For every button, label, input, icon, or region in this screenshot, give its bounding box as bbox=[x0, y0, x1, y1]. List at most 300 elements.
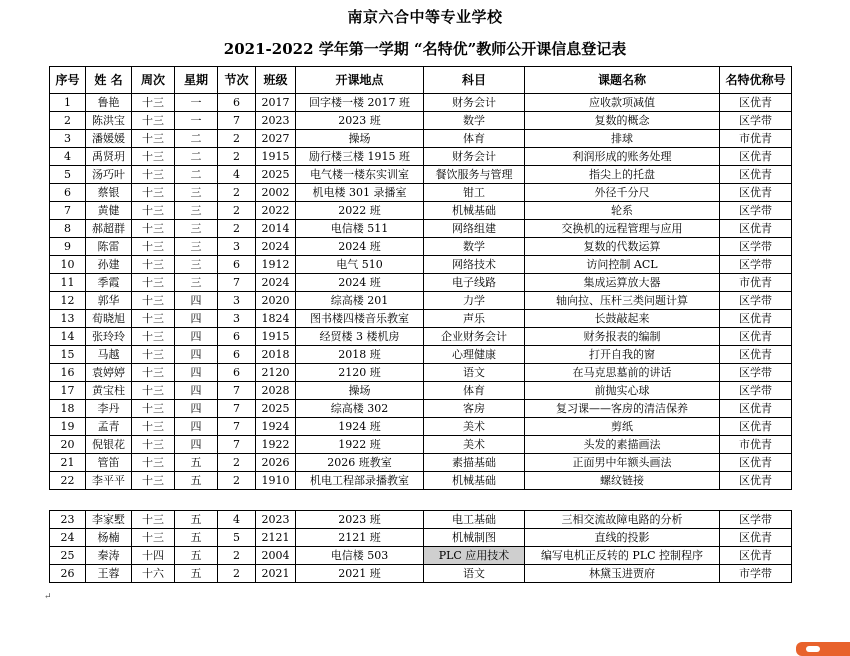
page-title: 南京六合中等专业学校 bbox=[347, 8, 503, 26]
cell-weekday: 四 bbox=[175, 436, 218, 454]
cell-period: 7 bbox=[218, 436, 256, 454]
cell-week: 十三 bbox=[132, 511, 175, 529]
cell-title: 区学带 bbox=[720, 256, 792, 274]
cell-name: 张玲玲 bbox=[86, 328, 132, 346]
cell-title: 区优青 bbox=[720, 346, 792, 364]
table-row bbox=[50, 166, 792, 184]
cell-title: 市优青 bbox=[720, 274, 792, 292]
cell-topic: 访问控制 ACL bbox=[525, 256, 720, 274]
cell-class: 1912 bbox=[256, 256, 296, 274]
cell-title: 区学带 bbox=[720, 511, 792, 529]
cell-title: 区优青 bbox=[720, 166, 792, 184]
header-subject: 科目 bbox=[424, 67, 525, 94]
cell-week: 十三 bbox=[132, 202, 175, 220]
cell-seq: 17 bbox=[50, 382, 86, 400]
cell-title: 区优青 bbox=[720, 418, 792, 436]
cell-subject: 网络技术 bbox=[424, 256, 525, 274]
cell-week: 十三 bbox=[132, 436, 175, 454]
cell-class: 2018 bbox=[256, 346, 296, 364]
cell-class: 2121 bbox=[256, 529, 296, 547]
table-header-row bbox=[50, 67, 792, 94]
cell-name: 孙建 bbox=[86, 256, 132, 274]
cell-class: 1915 bbox=[256, 328, 296, 346]
table-row bbox=[50, 346, 792, 364]
cell-seq: 14 bbox=[50, 328, 86, 346]
table-row bbox=[50, 328, 792, 346]
table-row bbox=[50, 292, 792, 310]
cell-seq: 2 bbox=[50, 112, 86, 130]
cell-subject: 电子线路 bbox=[424, 274, 525, 292]
cell-location: 综高楼 302 bbox=[296, 400, 424, 418]
header-name: 姓 名 bbox=[86, 67, 132, 94]
cell-class: 2025 bbox=[256, 400, 296, 418]
cell-period: 3 bbox=[218, 292, 256, 310]
cell-subject: 财务会计 bbox=[424, 148, 525, 166]
cell-title: 区优青 bbox=[720, 94, 792, 112]
cell-period: 2 bbox=[218, 220, 256, 238]
cell-week: 十三 bbox=[132, 166, 175, 184]
cell-weekday: 五 bbox=[175, 454, 218, 472]
cell-period: 4 bbox=[218, 166, 256, 184]
cell-subject: 客房 bbox=[424, 400, 525, 418]
cell-subject: 财务会计 bbox=[424, 94, 525, 112]
cell-location: 操场 bbox=[296, 382, 424, 400]
cell-seq: 3 bbox=[50, 130, 86, 148]
cell-period: 7 bbox=[218, 400, 256, 418]
cell-location: 操场 bbox=[296, 130, 424, 148]
header-title: 名特优称号 bbox=[720, 67, 792, 94]
cell-weekday: 四 bbox=[175, 310, 218, 328]
cell-location: 2022 班 bbox=[296, 202, 424, 220]
cell-seq: 22 bbox=[50, 472, 86, 490]
cell-weekday: 四 bbox=[175, 328, 218, 346]
cell-weekday: 四 bbox=[175, 400, 218, 418]
cell-period: 7 bbox=[218, 112, 256, 130]
header-class: 班级 bbox=[256, 67, 296, 94]
cell-title: 区优青 bbox=[720, 328, 792, 346]
cell-weekday: 三 bbox=[175, 274, 218, 292]
cell-name: 荀晓旭 bbox=[86, 310, 132, 328]
cell-subject: 声乐 bbox=[424, 310, 525, 328]
cell-topic: 指尖上的托盘 bbox=[525, 166, 720, 184]
table-row bbox=[50, 454, 792, 472]
cell-week: 十三 bbox=[132, 310, 175, 328]
cell-seq: 20 bbox=[50, 436, 86, 454]
table-row bbox=[50, 94, 792, 112]
cell-name: 郭华 bbox=[86, 292, 132, 310]
cell-seq: 6 bbox=[50, 184, 86, 202]
cell-class: 2014 bbox=[256, 220, 296, 238]
table-row bbox=[50, 148, 792, 166]
cell-name: 陈洪宝 bbox=[86, 112, 132, 130]
cell-seq: 10 bbox=[50, 256, 86, 274]
cell-topic: 编写电机正反转的 PLC 控制程序 bbox=[525, 547, 720, 565]
cell-weekday: 四 bbox=[175, 364, 218, 382]
table-row bbox=[50, 310, 792, 328]
table-row bbox=[50, 418, 792, 436]
cell-week: 十三 bbox=[132, 418, 175, 436]
cell-title: 区学带 bbox=[720, 202, 792, 220]
cell-topic: 螺纹链接 bbox=[525, 472, 720, 490]
cell-week: 十三 bbox=[132, 400, 175, 418]
cell-title: 区优青 bbox=[720, 547, 792, 565]
header-seq: 序号 bbox=[50, 67, 86, 94]
cell-topic: 在马克思墓前的讲话 bbox=[525, 364, 720, 382]
cell-name: 蔡银 bbox=[86, 184, 132, 202]
cell-class: 2024 bbox=[256, 274, 296, 292]
cell-class: 1910 bbox=[256, 472, 296, 490]
cell-class: 2023 bbox=[256, 112, 296, 130]
table-row bbox=[50, 274, 792, 292]
cell-seq: 25 bbox=[50, 547, 86, 565]
cell-week: 十三 bbox=[132, 472, 175, 490]
cell-week: 十三 bbox=[132, 256, 175, 274]
cell-weekday: 三 bbox=[175, 184, 218, 202]
cell-seq: 4 bbox=[50, 148, 86, 166]
cell-topic: 集成运算放大器 bbox=[525, 274, 720, 292]
cell-name: 秦涛 bbox=[86, 547, 132, 565]
cell-location: 2023 班 bbox=[296, 511, 424, 529]
cell-title: 区学带 bbox=[720, 292, 792, 310]
cell-topic: 头发的素描画法 bbox=[525, 436, 720, 454]
cell-topic: 交换机的远程管理与应用 bbox=[525, 220, 720, 238]
cell-seq: 24 bbox=[50, 529, 86, 547]
cell-period: 2 bbox=[218, 130, 256, 148]
table-row bbox=[50, 529, 792, 547]
wps-logo-icon bbox=[776, 636, 850, 656]
cell-seq: 1 bbox=[50, 94, 86, 112]
cell-location: 2026 班教室 bbox=[296, 454, 424, 472]
cell-class: 1922 bbox=[256, 436, 296, 454]
cell-weekday: 四 bbox=[175, 382, 218, 400]
cell-weekday: 五 bbox=[175, 565, 218, 583]
cell-topic: 财务报表的编制 bbox=[525, 328, 720, 346]
cell-topic: 直线的投影 bbox=[525, 529, 720, 547]
cell-seq: 19 bbox=[50, 418, 86, 436]
table-row bbox=[50, 130, 792, 148]
cell-topic: 剪纸 bbox=[525, 418, 720, 436]
table-row bbox=[50, 202, 792, 220]
cell-class: 2024 bbox=[256, 238, 296, 256]
cell-name: 李家墅 bbox=[86, 511, 132, 529]
table-row bbox=[50, 364, 792, 382]
cell-week: 十三 bbox=[132, 130, 175, 148]
cell-period: 6 bbox=[218, 256, 256, 274]
cell-name: 郝超群 bbox=[86, 220, 132, 238]
cell-period: 6 bbox=[218, 346, 256, 364]
header-weekday: 星期 bbox=[175, 67, 218, 94]
cell-week: 十三 bbox=[132, 274, 175, 292]
cell-location: 回字楼一楼 2017 班 bbox=[296, 94, 424, 112]
table-row bbox=[50, 547, 792, 565]
cell-title: 市优青 bbox=[720, 436, 792, 454]
cell-week: 十三 bbox=[132, 112, 175, 130]
cell-seq: 9 bbox=[50, 238, 86, 256]
header-topic: 课题名称 bbox=[525, 67, 720, 94]
cell-location: 电气 510 bbox=[296, 256, 424, 274]
header-period: 节次 bbox=[218, 67, 256, 94]
cell-subject: 体育 bbox=[424, 382, 525, 400]
cell-subject: 体育 bbox=[424, 130, 525, 148]
cell-seq: 18 bbox=[50, 400, 86, 418]
cell-name: 潘媛媛 bbox=[86, 130, 132, 148]
cell-name: 王蓉 bbox=[86, 565, 132, 583]
cell-location: 经贸楼 3 楼机房 bbox=[296, 328, 424, 346]
cell-subject: 数学 bbox=[424, 112, 525, 130]
cell-location: 2024 班 bbox=[296, 274, 424, 292]
cell-name: 黄宝柱 bbox=[86, 382, 132, 400]
cell-location: 机电楼 301 录播室 bbox=[296, 184, 424, 202]
cell-period: 3 bbox=[218, 310, 256, 328]
cell-class: 2028 bbox=[256, 382, 296, 400]
table-row bbox=[50, 184, 792, 202]
cell-weekday: 二 bbox=[175, 130, 218, 148]
cell-weekday: 五 bbox=[175, 529, 218, 547]
cell-class: 2002 bbox=[256, 184, 296, 202]
cell-class: 1924 bbox=[256, 418, 296, 436]
cell-period: 6 bbox=[218, 94, 256, 112]
cell-title: 区学带 bbox=[720, 364, 792, 382]
cell-period: 7 bbox=[218, 274, 256, 292]
cell-seq: 11 bbox=[50, 274, 86, 292]
cell-title: 区优青 bbox=[720, 184, 792, 202]
cell-period: 6 bbox=[218, 328, 256, 346]
cell-title: 区优青 bbox=[720, 220, 792, 238]
cell-weekday: 一 bbox=[175, 94, 218, 112]
cell-topic: 林黛玉进贾府 bbox=[525, 565, 720, 583]
cell-title: 区学带 bbox=[720, 382, 792, 400]
cell-weekday: 二 bbox=[175, 166, 218, 184]
table-row bbox=[50, 220, 792, 238]
cell-period: 3 bbox=[218, 238, 256, 256]
cell-topic: 长鼓敲起来 bbox=[525, 310, 720, 328]
cell-class: 2026 bbox=[256, 454, 296, 472]
cell-weekday: 三 bbox=[175, 256, 218, 274]
cell-weekday: 三 bbox=[175, 238, 218, 256]
table-row bbox=[50, 238, 792, 256]
cell-topic: 轮系 bbox=[525, 202, 720, 220]
cell-title: 市学带 bbox=[720, 565, 792, 583]
cell-location: 2121 班 bbox=[296, 529, 424, 547]
cell-subject: 机械制图 bbox=[424, 529, 525, 547]
cell-period: 2 bbox=[218, 547, 256, 565]
cell-seq: 5 bbox=[50, 166, 86, 184]
cell-seq: 7 bbox=[50, 202, 86, 220]
cell-week: 十三 bbox=[132, 292, 175, 310]
cell-location: 2021 班 bbox=[296, 565, 424, 583]
cell-title: 区优青 bbox=[720, 400, 792, 418]
cell-name: 汤巧叶 bbox=[86, 166, 132, 184]
cell-location: 1922 班 bbox=[296, 436, 424, 454]
cell-location: 机电工程部录播教室 bbox=[296, 472, 424, 490]
cell-location: 电信楼 503 bbox=[296, 547, 424, 565]
cell-name: 禹贤玥 bbox=[86, 148, 132, 166]
cell-week: 十四 bbox=[132, 547, 175, 565]
cell-period: 4 bbox=[218, 511, 256, 529]
cell-week: 十三 bbox=[132, 328, 175, 346]
cell-seq: 23 bbox=[50, 511, 86, 529]
cell-subject: 素描基础 bbox=[424, 454, 525, 472]
cell-period: 7 bbox=[218, 418, 256, 436]
cell-title: 区学带 bbox=[720, 238, 792, 256]
header-week: 周次 bbox=[132, 67, 175, 94]
cell-name: 管笛 bbox=[86, 454, 132, 472]
cell-subject: 机械基础 bbox=[424, 202, 525, 220]
cell-topic: 打开自我的窗 bbox=[525, 346, 720, 364]
cell-seq: 15 bbox=[50, 346, 86, 364]
cell-class: 2021 bbox=[256, 565, 296, 583]
cell-title: 区优青 bbox=[720, 310, 792, 328]
cell-subject: 语文 bbox=[424, 364, 525, 382]
cell-name: 黄健 bbox=[86, 202, 132, 220]
cell-week: 十三 bbox=[132, 148, 175, 166]
cell-subject: 力学 bbox=[424, 292, 525, 310]
cell-class: 2022 bbox=[256, 202, 296, 220]
cell-seq: 16 bbox=[50, 364, 86, 382]
table-row bbox=[50, 256, 792, 274]
cell-period: 2 bbox=[218, 565, 256, 583]
cell-title: 市优青 bbox=[720, 130, 792, 148]
cell-week: 十三 bbox=[132, 238, 175, 256]
cell-period: 2 bbox=[218, 184, 256, 202]
cell-weekday: 五 bbox=[175, 472, 218, 490]
cell-subject: 餐饮服务与管理 bbox=[424, 166, 525, 184]
cell-period: 2 bbox=[218, 202, 256, 220]
cell-topic: 复数的代数运算 bbox=[525, 238, 720, 256]
cell-week: 十三 bbox=[132, 184, 175, 202]
cell-period: 5 bbox=[218, 529, 256, 547]
cell-weekday: 三 bbox=[175, 220, 218, 238]
cell-period: 2 bbox=[218, 454, 256, 472]
cell-name: 李平平 bbox=[86, 472, 132, 490]
cell-title: 区优青 bbox=[720, 454, 792, 472]
cell-week: 十三 bbox=[132, 454, 175, 472]
cell-location: 电气楼一楼东实训室 bbox=[296, 166, 424, 184]
table-row bbox=[50, 472, 792, 490]
cell-topic: 前抛实心球 bbox=[525, 382, 720, 400]
cell-topic: 应收款项减值 bbox=[525, 94, 720, 112]
cell-name: 季霞 bbox=[86, 274, 132, 292]
cell-topic: 轴向拉、压杆三类问题计算 bbox=[525, 292, 720, 310]
cell-class: 2025 bbox=[256, 166, 296, 184]
registration-table-continued bbox=[49, 510, 792, 583]
cell-subject: 机械基础 bbox=[424, 472, 525, 490]
cell-subject: 美术 bbox=[424, 418, 525, 436]
cell-week: 十六 bbox=[132, 565, 175, 583]
cell-name: 袁婷婷 bbox=[86, 364, 132, 382]
cell-subject: 钳工 bbox=[424, 184, 525, 202]
cell-class: 2004 bbox=[256, 547, 296, 565]
cell-location: 图书楼四楼音乐教室 bbox=[296, 310, 424, 328]
cell-location: 2023 班 bbox=[296, 112, 424, 130]
cell-name: 倪银花 bbox=[86, 436, 132, 454]
cell-seq: 13 bbox=[50, 310, 86, 328]
cell-class: 2027 bbox=[256, 130, 296, 148]
cell-week: 十三 bbox=[132, 364, 175, 382]
cell-location: 2120 班 bbox=[296, 364, 424, 382]
cell-title: 区优青 bbox=[720, 472, 792, 490]
cell-class: 1824 bbox=[256, 310, 296, 328]
cell-week: 十三 bbox=[132, 94, 175, 112]
cell-period: 2 bbox=[218, 472, 256, 490]
cell-title: 区学带 bbox=[720, 112, 792, 130]
cell-subject: 美术 bbox=[424, 436, 525, 454]
cell-weekday: 二 bbox=[175, 148, 218, 166]
cell-week: 十三 bbox=[132, 529, 175, 547]
cell-period: 2 bbox=[218, 148, 256, 166]
cell-week: 十三 bbox=[132, 220, 175, 238]
table-row bbox=[50, 382, 792, 400]
cell-class: 2017 bbox=[256, 94, 296, 112]
cell-name: 李丹 bbox=[86, 400, 132, 418]
cell-class: 2020 bbox=[256, 292, 296, 310]
cell-name: 孟青 bbox=[86, 418, 132, 436]
cell-seq: 26 bbox=[50, 565, 86, 583]
cell-location: 励行楼三楼 1915 班 bbox=[296, 148, 424, 166]
cell-topic: 外径千分尺 bbox=[525, 184, 720, 202]
cell-title: 区优青 bbox=[720, 148, 792, 166]
table-row bbox=[50, 436, 792, 454]
cell-class: 1915 bbox=[256, 148, 296, 166]
cell-name: 陈雷 bbox=[86, 238, 132, 256]
cell-location: 综高楼 201 bbox=[296, 292, 424, 310]
cell-seq: 21 bbox=[50, 454, 86, 472]
cell-weekday: 四 bbox=[175, 292, 218, 310]
cell-weekday: 四 bbox=[175, 418, 218, 436]
cell-weekday: 三 bbox=[175, 202, 218, 220]
cell-period: 7 bbox=[218, 382, 256, 400]
cell-topic: 三相交流故障电路的分析 bbox=[525, 511, 720, 529]
cell-subject: 数学 bbox=[424, 238, 525, 256]
cell-subject: 电工基础 bbox=[424, 511, 525, 529]
cell-seq: 8 bbox=[50, 220, 86, 238]
cell-topic: 正面男中年额头画法 bbox=[525, 454, 720, 472]
cell-week: 十三 bbox=[132, 346, 175, 364]
header-location: 开课地点 bbox=[296, 67, 424, 94]
cell-subject: PLC 应用技术 bbox=[424, 547, 525, 565]
cell-class: 2120 bbox=[256, 364, 296, 382]
cell-class: 2023 bbox=[256, 511, 296, 529]
cell-weekday: 一 bbox=[175, 112, 218, 130]
cell-location: 电信楼 511 bbox=[296, 220, 424, 238]
cell-topic: 利润形成的账务处理 bbox=[525, 148, 720, 166]
table-row bbox=[50, 112, 792, 130]
cell-title: 区优青 bbox=[720, 529, 792, 547]
paragraph-mark: ↵ bbox=[44, 592, 52, 602]
cell-weekday: 五 bbox=[175, 511, 218, 529]
table-row bbox=[50, 511, 792, 529]
cell-name: 杨楠 bbox=[86, 529, 132, 547]
page-subtitle: 2021-2022 学年第一学期 “名特优”教师公开课信息登记表 bbox=[223, 40, 627, 58]
cell-weekday: 五 bbox=[175, 547, 218, 565]
cell-weekday: 四 bbox=[175, 346, 218, 364]
table-row bbox=[50, 400, 792, 418]
table-row bbox=[50, 565, 792, 583]
cell-subject: 网络组建 bbox=[424, 220, 525, 238]
cell-seq: 12 bbox=[50, 292, 86, 310]
cell-name: 鲁艳 bbox=[86, 94, 132, 112]
cell-week: 十三 bbox=[132, 382, 175, 400]
cell-subject: 心理健康 bbox=[424, 346, 525, 364]
cell-name: 马越 bbox=[86, 346, 132, 364]
cell-location: 2024 班 bbox=[296, 238, 424, 256]
cell-topic: 复数的概念 bbox=[525, 112, 720, 130]
cell-topic: 复习课——客房的清洁保养 bbox=[525, 400, 720, 418]
cell-location: 1924 班 bbox=[296, 418, 424, 436]
cell-period: 6 bbox=[218, 364, 256, 382]
cell-subject: 企业财务会计 bbox=[424, 328, 525, 346]
cell-location: 2018 班 bbox=[296, 346, 424, 364]
